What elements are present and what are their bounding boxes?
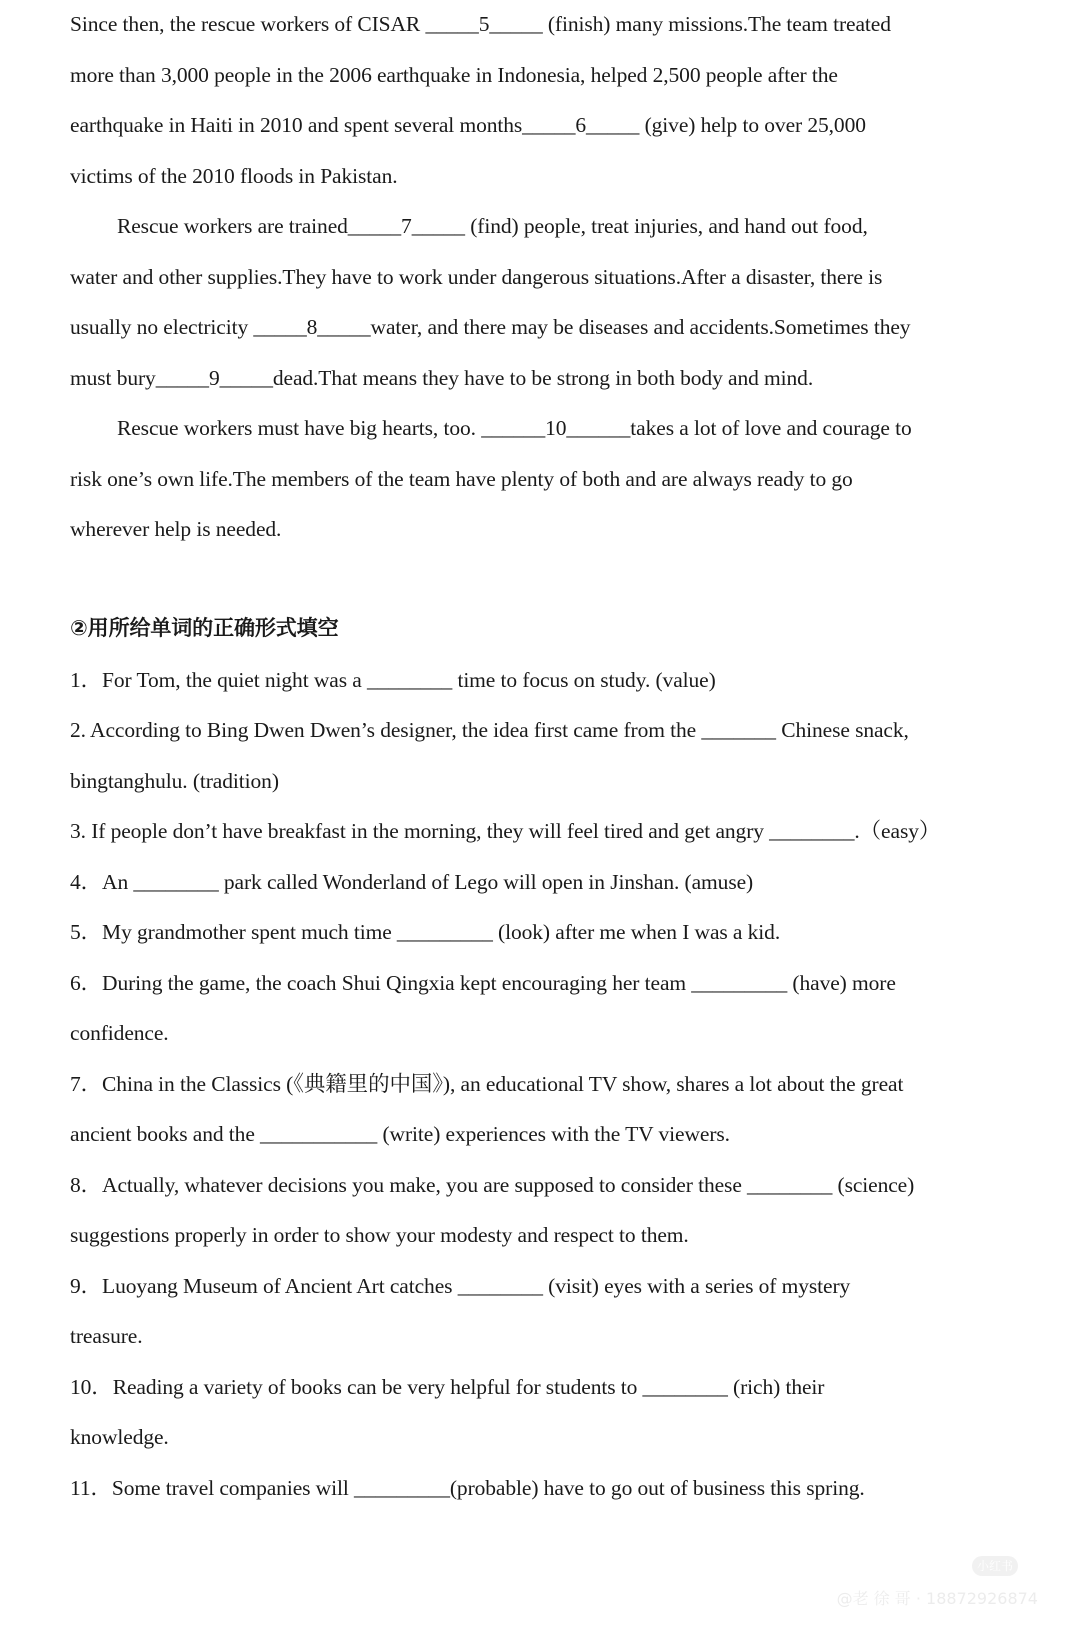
- passage-line: Rescue workers are trained_____7_____ (find) people, treat injuries, and hand out food,: [117, 214, 868, 238]
- passage-line: victims of the 2010 floods in Pakistan.: [70, 164, 398, 188]
- passage-line: must bury_____9_____dead.That means they have to be strong in both body and mind.: [70, 366, 814, 390]
- passage-line: earthquake in Haiti in 2010 and spent several months_____6_____ (give) help to over 25,000: [70, 113, 866, 137]
- passage-line: more than 3,000 people in the 2006 earthquake in Indonesia, helped 2,500 people after the: [70, 63, 838, 87]
- passage-line: water and other supplies.They have to work under dangerous situations.After a disaster, there is: [70, 265, 883, 289]
- question-line: 2. According to Bing Dwen Dwen’s designer, the idea first came from the _______ Chinese snack,: [70, 718, 909, 742]
- question-line: 8．Actually, whatever decisions you make, you are supposed to consider these ________ (science): [70, 1173, 915, 1197]
- question-line: treasure.: [70, 1324, 143, 1348]
- watermark-logo: 小红书: [972, 1556, 1018, 1576]
- question-line: 9．Luoyang Museum of Ancient Art catches ________ (visit) eyes with a series of mystery: [70, 1274, 851, 1298]
- question-line: 4．An ________ park called Wonderland of Lego will open in Jinshan. (amuse): [70, 870, 754, 894]
- question-line: 10．Reading a variety of books can be very helpful for students to ________ (rich) their: [70, 1375, 825, 1399]
- question-line: suggestions properly in order to show your modesty and respect to them.: [70, 1223, 689, 1247]
- question-line: 6．During the game, the coach Shui Qingxia kept encouraging her team _________ (have) more: [70, 971, 896, 995]
- question-line: ancient books and the ___________ (write) experiences with the TV viewers.: [70, 1122, 730, 1146]
- section-heading: ②用所给单词的正确形式填空: [70, 616, 339, 640]
- question-line: 3. If people don’t have breakfast in the morning, they will feel tired and get angry ________.（easy）: [70, 819, 941, 843]
- question-line: confidence.: [70, 1021, 169, 1045]
- question-line: 11．Some travel companies will _________(probable) have to go out of business this spring.: [70, 1476, 865, 1500]
- watermark: [836, 1552, 1038, 1622]
- watermark-text: @老 徐 哥 · 18872926874: [836, 1589, 1038, 1608]
- passage-line: wherever help is needed.: [70, 517, 282, 541]
- question-line: 7．China in the Classics (《典籍里的中国》), an educational TV show, shares a lot about the great: [70, 1072, 904, 1096]
- passage-line: Rescue workers must have big hearts, too. ______10______takes a lot of love and courage to: [117, 416, 912, 440]
- passage-line: risk one’s own life.The members of the team have plenty of both and are always ready to go: [70, 467, 853, 491]
- question-line: 5．My grandmother spent much time _________ (look) after me when I was a kid.: [70, 920, 781, 944]
- question-line: bingtanghulu. (tradition): [70, 769, 279, 793]
- passage-line: Since then, the rescue workers of CISAR _____5_____ (finish) many missions.The team treated: [70, 12, 891, 36]
- question-line: knowledge.: [70, 1425, 169, 1449]
- passage-line: usually no electricity _____8_____water, and there may be diseases and accidents.Sometimes they: [70, 315, 911, 339]
- question-line: 1．For Tom, the quiet night was a ________ time to focus on study. (value): [70, 668, 716, 692]
